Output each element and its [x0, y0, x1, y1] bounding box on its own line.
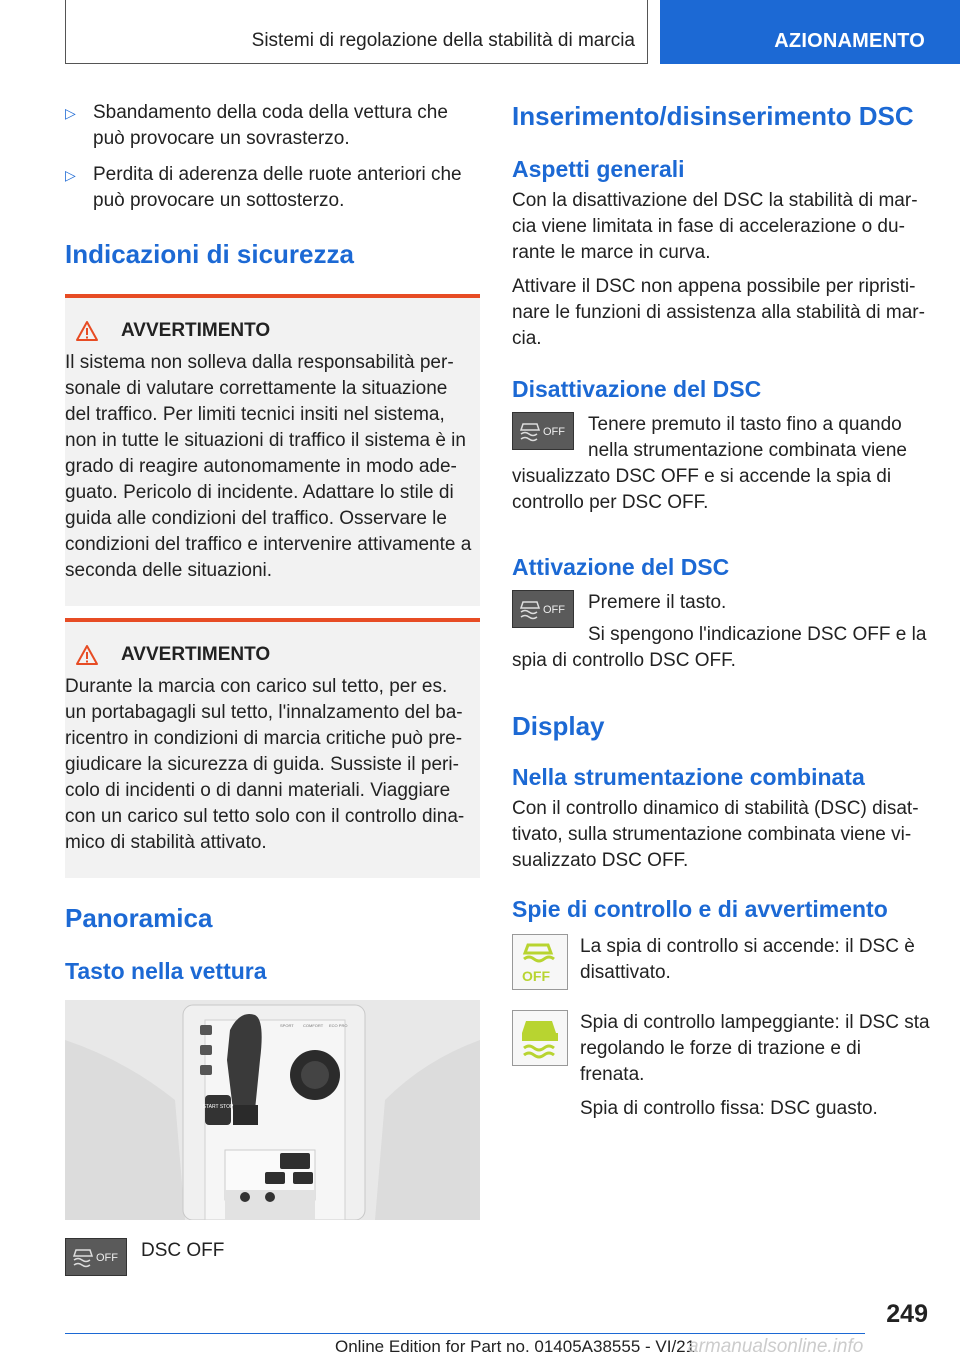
chapter-title: Sistemi di regolazione della stabilità di marcia — [251, 30, 635, 51]
cluster-heading: Nella strumentazione combinata — [512, 764, 865, 790]
photo-label-sport: SPORT — [280, 1023, 294, 1028]
watermark-logo: armanualsonline.info — [688, 1336, 864, 1357]
activation-text-2: Si spengono l'indicazione DSC OFF e la spia di controllo DSC OFF. — [512, 624, 927, 671]
lamps-heading: Spie di controllo e di avvertimento — [512, 896, 888, 922]
warning-header: AVVERTIMENTO — [75, 318, 472, 344]
photo-label-comfort: COMFORT — [303, 1023, 324, 1028]
footer-edition: Online Edition for Part no. 01405A38555 - VI/21 — [335, 1337, 696, 1356]
svg-text:OFF: OFF — [522, 968, 550, 984]
lamp1-text: La spia di controllo si accende: il DSC è disattivato. — [580, 936, 915, 983]
dsc-off-label: DSC OFF — [141, 1240, 225, 1261]
warning-box — [65, 618, 480, 878]
svg-text:OFF: OFF — [96, 1252, 118, 1264]
lamp-dsc-off-block — [512, 934, 930, 990]
page-number: 249 — [886, 1300, 928, 1328]
warning-triangle-icon — [75, 644, 99, 666]
deactivation-heading: Disattivazione del DSC — [512, 376, 762, 402]
header-section-box — [660, 0, 960, 64]
general-paragraph-1: Con la disattivazione del DSC la stabilità di marcia viene limitata in fase di accelerazione o durante le marce in curva. — [512, 190, 918, 263]
warning-box — [65, 294, 480, 606]
deactivation-block — [512, 412, 930, 516]
triangle-bullet-icon: ▷ — [65, 105, 76, 121]
safety-heading: Indicazioni di sicurezza — [65, 239, 354, 269]
header-chapter-box — [65, 0, 648, 64]
cluster-text: Con il controllo dinamico di stabilità (DSC) disattivato, sulla strumentazione combinata viene visualizzato DSC OFF. — [512, 798, 919, 871]
lamp-dsc-block — [512, 1010, 930, 1122]
dsc-lamp-icon — [512, 1010, 568, 1066]
right-column — [512, 100, 930, 1122]
activation-block — [512, 590, 930, 674]
dsc-off-button-icon — [65, 1238, 127, 1276]
photo-label-eco-pro: ECO PRO — [329, 1023, 348, 1028]
warning-triangle-icon — [75, 320, 99, 342]
overview-heading: Panoramica — [65, 903, 213, 933]
activation-heading: Attivazione del DSC — [512, 554, 730, 580]
button-heading: Tasto nella vettura — [65, 958, 267, 984]
footer-divider — [65, 1333, 865, 1334]
warning-header: AVVERTIMENTO — [75, 642, 472, 668]
center-console-illustration — [65, 1000, 480, 1220]
activation-text-1: Premere il tasto. — [588, 592, 727, 613]
lamp2-text-2: Spia di controllo fissa: DSC guasto. — [580, 1098, 878, 1119]
section-title: AZIONAMENTO — [774, 30, 925, 52]
left-column — [65, 100, 480, 1276]
warning-text: Durante la marcia con carico sul tetto, per es. un portabagagli sul tetto, l'innalzamento del baricentro in condizioni di marcia critiche può pregiudicare la sicurezza di guida. Sussiste il pericolo di incidenti o di danni materiali. Viaggiare con un carico sul tetto solo con il controllo dinamico di stabilità attivato. — [65, 676, 465, 853]
svg-text:OFF: OFF — [543, 426, 565, 438]
center-console-photo — [65, 1000, 480, 1220]
deactivation-text: Tenere premuto il tasto fino a quando nella strumentazione combinata viene visualizzato DSC OFF e si accende la spia di controllo per DSC OFF. — [512, 414, 907, 513]
dsc-off-lamp-icon — [512, 934, 568, 990]
lamp2-text-1: Spia di controllo lampeggiante: il DSC sta regolando le forze di trazione e di frenata. — [580, 1012, 930, 1085]
triangle-bullet-icon: ▷ — [65, 167, 76, 183]
warning-text: Il sistema non solleva dalla responsabilità personale di valutare correttamente la situazione del traffico. Per limiti tecnici insiti nel sistema, non in tutte le situazioni di traffico il sistema è in grado di reagire autonomamente in modo adeguato. Pericolo di incidente. Adattare lo stile di guida alle condizioni del traffico. Osservare le condizioni del traffico e intervenire attivamente a seconda delle situazioni. — [65, 352, 472, 581]
dsc-off-button-icon — [512, 590, 574, 628]
list-item: ▷ Sbandamento della coda della vettura che può provocare un sovrasterzo. — [65, 102, 448, 149]
svg-text:OFF: OFF — [543, 604, 565, 616]
photo-label-start-stop: START STOP — [202, 1104, 234, 1110]
list-item: ▷ Perdita di aderenza delle ruote anteriori che può provocare un sottosterzo. — [65, 164, 462, 211]
general-paragraph-2: Attivare il DSC non appena possibile per ripristinare le funzioni di assistenza alla stabilità di marcia. — [512, 276, 925, 349]
dsc-off-button-legend — [65, 1238, 480, 1276]
dsc-off-button-icon — [512, 412, 574, 450]
general-heading: Aspetti generali — [512, 156, 685, 182]
dsc-heading: Inserimento/disinserimento DSC — [512, 101, 914, 131]
display-heading: Display — [512, 711, 605, 741]
